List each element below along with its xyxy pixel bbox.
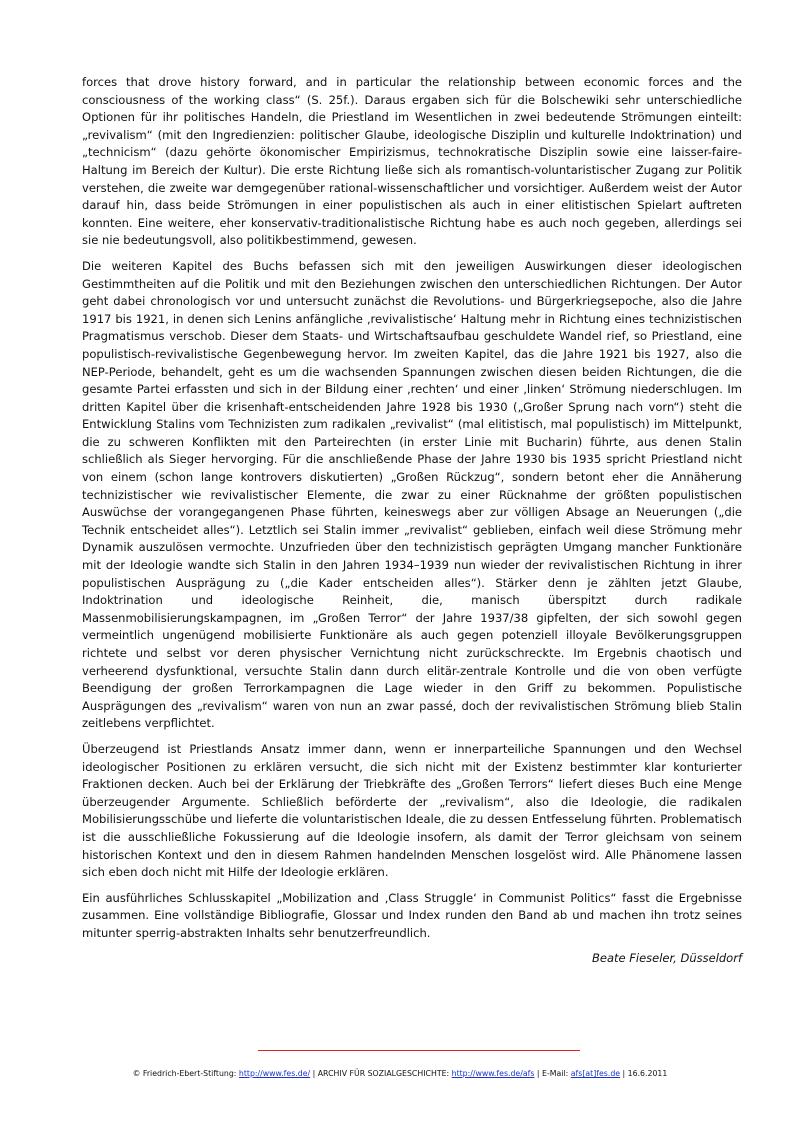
paragraph-2: Die weiteren Kapitel des Buchs befassen sich mit den jeweiligen Auswirkungen dieser ideologischen Gestimmtheiten auf die Politik und mit den Beziehungen zwischen den unterschiedlichen Richtungen. Der Autor geht dabei chronologisch vor und untersucht zunächst die Revolutions- und Bürgerkriegsepoche, also die Jahre 1917 bis 1921, in denen sich Lenins anfängliche ‚revivalistische‘ Haltung mehr in Richtung eines technizistischen Pragmatismus verschob. Dieser dem Staats- und Wirtschaftsaufbau geschuldete Wandel rief, so Priestland, eine populistisch-revivalistische Gegenbewegung hervor. Im zweiten Kapitel, das die Jahre 1921 bis 1927, also die NEP-Periode, behandelt, geht es um die wachsenden Spannungen zwischen diesen beiden Richtungen, die die gesamte Partei erfassten und sich in der Bildung einer ‚rechten‘ und einer ‚linken‘ Strömung niederschlugen. Im dritten Kapitel über die krisenhaft-entscheidenden Jahre 1928 bis 1930 („Großer Sprung nach vorn“) steht die Entwicklung Stalins vom Technizisten zum radikalen „revivalist“ (mal elitistisch, mal populistisch) im Mittelpunkt, die zu schweren Konflikten mit den Parteirechten (in erster Linie mit Bucharin) führte, aus denen Stalin schließlich als Sieger hervorging. Für die anschließende Phase der Jahre 1930 bis 1935 spricht Priestland nicht von einem (schon lange kontrovers diskutierten) „Großen Rückzug“, sondern betont eher die Annäherung technizistischer wie revivalistischer Elemente, die zwar zu einer Rücknahme der größten populistischen Auswüchse der vorangegangenen Phase führten, keineswegs aber zur völligen Absage an Neuerungen („die Technik entscheidet alles“). Letztlich sei Stalin immer „revivalist“ geblieben, einfach weil diese Strömung mehr Dynamik auszulösen vermochte. Unzufrieden über den technizistisch geprägten Umgang mancher Funktionäre mit der Ideologie wandte sich Stalin in den Jahren 1934–1939 nun wieder der revivalistischen Richtung in ihrer populistischen Ausprägung zu („die Kader entscheiden alles“). Stärker denn je zählten jetzt Glaube, Indoktrination und ideologische Reinheit, die, manisch überspitzt durch radikale Massenmobilisierungskampagnen, im „Großen Terror“ der Jahre 1937/38 gipfelten, der sich sowohl gegen vermeintlich ungenügend mobilisierte Funktionäre als auch gegen potenziell illoyale Bevölkerungsgruppen richtete und selbst vor deren physischer Vernichtung nicht zurückschreckte. Im Ergebnis chaotisch und verheerend dysfunktional, versuchte Stalin dann durch elitär-zentrale Kontrolle und die von oben verfügte Beendigung der großen Terrorkampagnen die Lage wieder in den Griff zu bekommen. Populistische Ausprägungen des „revivalism“ waren von nun an zwar passé, doch der revivalistischen Strömung blieb Stalin zeitlebens verpflichtet. [82, 258, 742, 731]
page-footer [0, 1069, 800, 1078]
paragraph-4: Ein ausführliches Schlusskapitel „Mobilization and ‚Class Struggle‘ in Communist Politics“ fasst die Ergebnisse zusammen. Eine vollständige Bibliografie, Glossar und Index runden den Band ab und machen ihn trotz seines mitunter sperrig-abstrakten Inhalts sehr benutzerfreundlich. [82, 890, 742, 940]
footer-email-link[interactable]: afs[at]fes.de [570, 1069, 621, 1078]
paragraph-1: forces that drove history forward, and in particular the relationship between economic forces and the consciousness of the working class“ (S. 25f.). Daraus ergaben sich für die Bolschewiki sehr unterschiedliche Optionen für ihr politisches Handeln, die Priestland im Wesentlichen in zwei bedeutende Strömungen einteilt: „revivalism“ (mit den Ingredienzien: politischer Glaube, ideologische Disziplin und kulturelle Indoktrination) und „technicism“ (dazu gehörte ökonomischer Empirizismus, technokratische Disziplin sowie eine laisser-faire-Haltung im Bereich der Kultur). Die erste Richtung ließe sich als romantisch-voluntaristischer Zugang zur Politik verstehen, die zweite war demgegenüber rational-wissenschaftlicher und vorsichtiger. Außerdem weist der Autor darauf hin, dass beide Strömungen in einer populistischen als auch in einer elitistischen Spielart auftreten konnten. Eine weitere, eher konservativ-traditionalistische Richtung habe es auch noch gegeben, allerdings sei sie nie bedeutungsvoll, also politikbestimmend, gewesen. [82, 75, 742, 248]
footer-link-afs[interactable]: http://www.fes.de/afs [451, 1069, 535, 1078]
footer-date: | 16.6.2011 [620, 1069, 668, 1078]
article-body [82, 74, 742, 965]
footer-archive-label: | ARCHIV FÜR SOZIALGESCHICHTE: [310, 1069, 452, 1078]
footer-copyright: © Friedrich-Ebert-Stiftung: [132, 1069, 239, 1078]
footer-divider [258, 1050, 580, 1051]
author-signature: Beate Fieseler, Düsseldorf [592, 950, 742, 965]
footer-link-fes[interactable]: http://www.fes.de/ [238, 1069, 311, 1078]
paragraph-3: Überzeugend ist Priestlands Ansatz immer dann, wenn er innerparteiliche Spannungen und den Wechsel ideologischer Positionen zu erklären versucht, die sich nicht mit der Existenz bestimmter klar konturierter Fraktionen decken. Auch bei der Erklärung der Triebkräfte des „Großen Terrors“ liefert dieses Buch eine Menge überzeugender Argumente. Schließlich beförderte der „revivalism“, also die Ideologie, die radikalen Mobilisierungsschübe und lieferte die voluntaristischen Ideale, die zu dessen Entfesselung führten. Problematisch ist die ausschließliche Fokussierung auf die Ideologie insofern, als damit der Terror gleichsam von seinem historischen Kontext und den in diesem Rahmen handelnden Menschen losgelöst wird. Alle Phänomene lassen sich eben doch nicht mit Hilfe der Ideologie erklären. [82, 741, 742, 880]
footer-email-label: | E-Mail: [534, 1069, 571, 1078]
